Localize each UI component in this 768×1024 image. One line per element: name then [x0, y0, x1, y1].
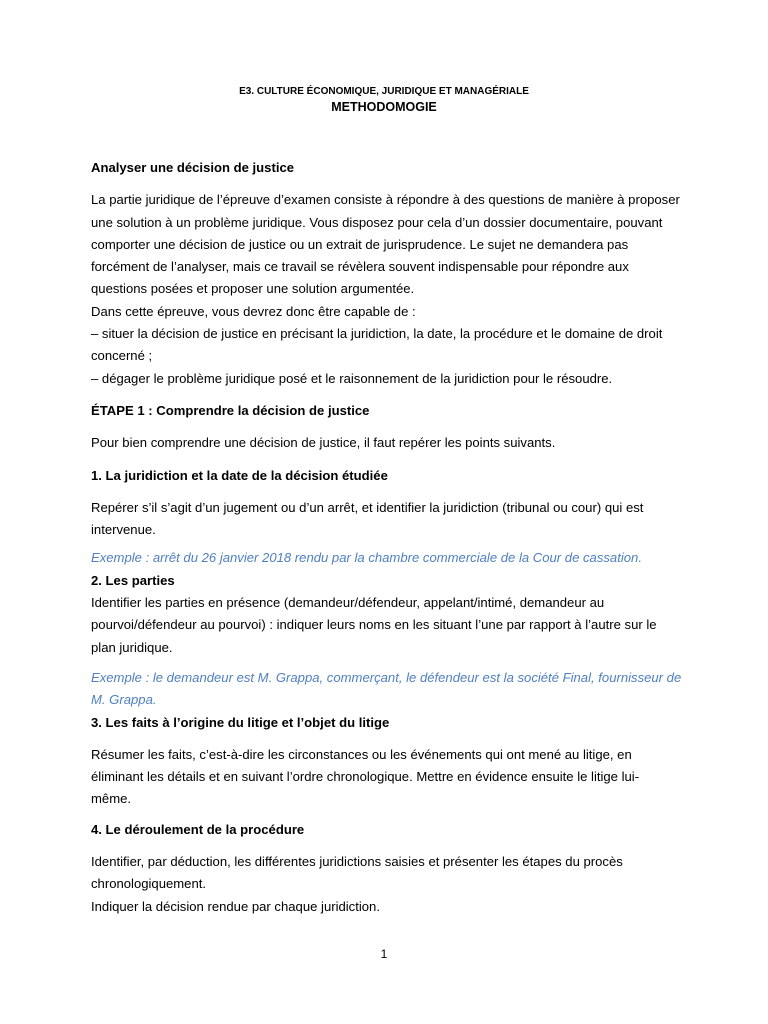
intro-paragraph: [91, 189, 683, 390]
subsection-heading-4: 4. Le déroulement de la procédure: [91, 821, 305, 837]
subsection-heading-2: 2. Les parties: [91, 572, 175, 588]
text-line: concerné ;: [91, 348, 153, 364]
document-body: [91, 157, 683, 918]
text-line: comporter une décision de justice ou un extrait de jurisprudence. Le sujet ne demandera pas: [91, 236, 629, 252]
text-line: Résumer les faits, c’est-à-dire les circonstances ou les événements qui ont mené au litige, en: [91, 746, 632, 762]
text-line: Indiquer la décision rendue par chaque juridiction.: [91, 898, 380, 914]
text-line: intervenue.: [91, 522, 156, 538]
subsection-heading-3: 3. Les faits à l’origine du litige et l’objet du litige: [91, 714, 390, 730]
example-text: M. Grappa.: [91, 692, 157, 708]
text-line: forcément de l’analyser, mais ce travail se révèlera souvent indispensable pour répondre aux: [91, 259, 629, 275]
text-line: Identifier les parties en présence (demandeur/défendeur, appelant/intimé, demandeur au: [91, 595, 605, 611]
page-number: 1: [380, 947, 388, 961]
text-line: chronologiquement.: [91, 876, 207, 892]
text-line: La partie juridique de l’épreuve d’examen consiste à répondre à des questions de manière à proposer: [91, 192, 680, 208]
example-text: Exemple : arrêt du 26 janvier 2018 rendu par la chambre commerciale de la Cour de cassation.: [91, 550, 642, 566]
text-line: – situer la décision de justice en précisant la juridiction, la date, la procédure et le domaine de droit: [91, 326, 663, 342]
text-line: Identifier, par déduction, les différentes juridictions saisies et présenter les étapes du procès: [91, 854, 623, 870]
text-line: questions posées et proposer une solution argumentée.: [91, 281, 415, 297]
text-line: éliminant les détails et en suivant l’ordre chronologique. Mettre en évidence ensuite le litige lui-: [91, 769, 640, 785]
text-line: – dégager le problème juridique posé et le raisonnement de la juridiction pour le résoudre.: [91, 370, 613, 386]
example-text: Exemple : le demandeur est M. Grappa, commerçant, le défendeur est la société Final, fournisseur de: [91, 669, 682, 685]
section-heading: Analyser une décision de justice: [91, 160, 295, 175]
etape-intro: Pour bien comprendre une décision de justice, il faut repérer les points suivants.: [91, 435, 556, 451]
text-line: Dans cette épreuve, vous devrez donc être capable de :: [91, 303, 416, 319]
text-line: plan juridique.: [91, 639, 173, 655]
text-line: même.: [91, 791, 132, 807]
text-line: pourvoi/défendeur au pourvoi) : indiquer leurs noms en les situant l’une par rapport à l’autre sur le: [91, 617, 657, 633]
text-line: une solution à un problème juridique. Vous disposez pour cela d’un dossier documentaire, pouvant: [91, 214, 663, 230]
subsection-heading-1: 1. La juridiction et la date de la décision étudiée: [91, 467, 388, 483]
course-title: E3. CULTURE ÉCONOMIQUE, JURIDIQUE ET MANAGÉRIALE: [239, 86, 529, 97]
document-title: METHODOMOGIE: [331, 100, 437, 114]
text-line: Repérer s’il s’agit d’un jugement ou d’un arrêt, et identifier la juridiction (tribunal ou cour) qui est: [91, 499, 644, 515]
etape-heading: ÉTAPE 1 : Comprendre la décision de justice: [91, 402, 370, 418]
